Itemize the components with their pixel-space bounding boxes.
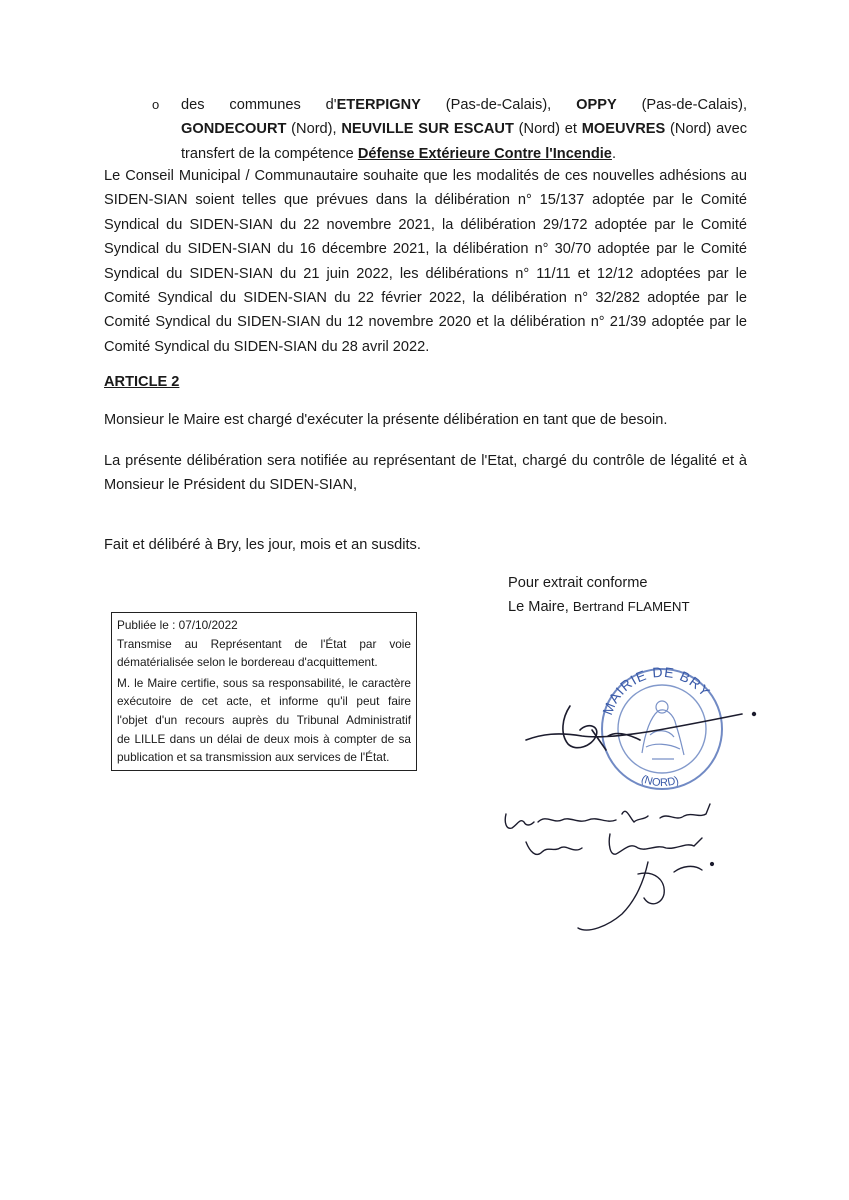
text-fragment: (Nord), — [286, 121, 342, 138]
publication-date: Publiée le : 07/10/2022 — [117, 618, 238, 632]
certification-line-5: publication et sa transmission aux services de l'État. — [117, 750, 390, 765]
text-fragment: (Pas-de-Calais), — [616, 97, 747, 113]
commune-oppy: OPPY — [576, 97, 617, 113]
transmission-line-1: Transmise au Représentant de l'État par voie — [117, 636, 411, 651]
certification-line-2: exécutoire de cet acte, et informe qu'il peut faire — [117, 694, 411, 709]
competence-title: Défense Extérieure Contre l'Incendie — [357, 145, 612, 162]
stamp-bottom-text: (NORD) — [639, 773, 681, 790]
mayor-signature — [522, 700, 762, 760]
article-heading: ARTICLE 2 — [104, 374, 180, 390]
mayor-name: Bertrand FLAMENT — [572, 599, 690, 614]
signature-block — [508, 571, 690, 619]
mayor-line — [508, 595, 690, 619]
commune-list-text — [155, 93, 747, 166]
certification-line-1: M. le Maire certifie, sous sa responsabilité, le caractère — [117, 675, 411, 690]
secretary-handwritten-note — [498, 800, 738, 940]
certification-line-3: l'objet d'un recours auprès du Tribunal Administratif — [117, 712, 411, 727]
paragraph-fait: Fait et délibéré à Bry, les jour, mois et an susdits. — [104, 537, 421, 553]
bullet-marker: o — [152, 97, 160, 112]
text-fragment: des communes d' — [181, 97, 337, 113]
commune-moeuvres: MOEUVRES — [581, 121, 666, 138]
commune-neuville-sur-escaut: NEUVILLE SUR ESCAUT — [341, 121, 514, 138]
text-fragment: (Pas-de-Calais), — [420, 97, 577, 113]
text-fragment: . — [611, 145, 616, 162]
extract-conforme: Pour extrait conforme — [508, 575, 648, 591]
stamp-top-text: MAIRIE DE BRY — [599, 663, 714, 718]
paragraph-maire: Monsieur le Maire est chargé d'exécuter la présente délibération en tant que de besoin. — [104, 412, 668, 428]
commune-gondecourt: GONDECOURT — [181, 121, 287, 138]
publication-box — [111, 612, 417, 771]
text-fragment: (Nord) avec transfert de la compétence — [181, 121, 747, 162]
commune-eterpigny: ETERPIGNY — [336, 97, 421, 113]
text-fragment: (Nord) et — [513, 121, 582, 138]
paragraph-modalites: Le Conseil Municipal / Communautaire souhaite que les modalités de ces nouvelles adhésions au SIDEN-SIAN soient telles que prévues dans la délibération n° 15/137 adoptée par le Comité Syndical du SIDEN-SIAN du 22 novembre 2021, la délibération 29/172 adoptée par le Comité Syndical du SIDEN-SIAN du 16 décembre 2021, la délibération n° 30/70 adoptée par le Comité Syndical du SIDEN-SIAN du 21 juin 2022, les délibérations n° 11/11 et 12/12 adoptées par le Comité Syndical du SIDEN-SIAN du 22 février 2022, la délibération n° 32/282 adoptée par le Comité Syndical du SIDEN-SIAN du 12 novembre 2020 et la délibération n° 21/39 adoptée par le Comité Syndical du SIDEN-SIAN du 28 avril 2022. — [104, 168, 747, 355]
commune-list-item — [152, 93, 747, 166]
mayor-label: Le Maire, — [508, 599, 573, 615]
certification-line-4: de LILLE dans un délai de deux mois à compter de sa — [117, 731, 411, 746]
transmission-line-2: dématérialisée selon le bordereau d'acquittement. — [117, 655, 378, 670]
paragraph-notification: La présente délibération sera notifiée au représentant de l'Etat, chargé du contrôle de légalité et à Monsieur le Président du SIDEN-SIAN, — [104, 453, 747, 494]
